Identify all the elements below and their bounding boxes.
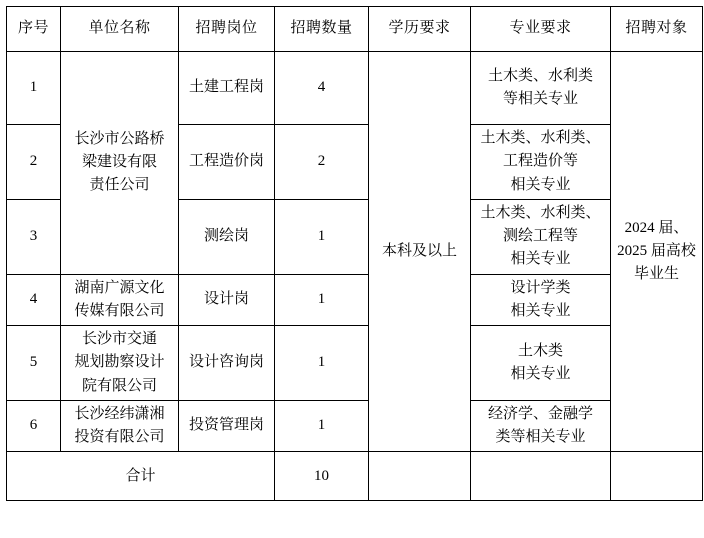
unit-line-2: 规划勘察设计 [74, 354, 165, 371]
cell-count-1: 4 [275, 52, 369, 125]
header-count: 招聘数量 [275, 7, 369, 52]
cell-major-5 [471, 326, 611, 401]
major-line-2: 类等相关专业 [495, 429, 586, 445]
cell-seq-3: 3 [7, 199, 61, 274]
cell-major-2 [471, 125, 611, 200]
cell-major-4 [471, 274, 611, 326]
cell-seq-6: 6 [7, 400, 61, 452]
table-row [7, 400, 703, 452]
major-line-1: 土木类、水利类、 [480, 204, 601, 221]
unit-line-1: 长沙经纬潇湘 [74, 405, 165, 422]
header-object: 招聘对象 [611, 7, 703, 52]
cell-major-1 [471, 52, 611, 125]
total-label: 合计 [7, 452, 275, 501]
cell-object [611, 52, 703, 452]
unit-line-2: 梁建设有限 [81, 154, 157, 171]
total-count: 10 [275, 452, 369, 501]
cell-post-5: 设计咨询岗 [179, 326, 275, 401]
cell-unit-guangyuan [61, 274, 179, 326]
unit-line-2: 传媒有限公司 [74, 302, 165, 319]
total-blank-object [611, 452, 703, 501]
cell-post-3: 测绘岗 [179, 199, 275, 274]
major-line-2: 等相关专业 [502, 91, 578, 107]
recruitment-table [6, 6, 703, 501]
cell-post-4: 设计岗 [179, 274, 275, 326]
table-total-row [7, 452, 703, 501]
cell-unit-jiaotong [61, 326, 179, 401]
major-line-2: 测绘工程等 [502, 228, 578, 244]
header-unit: 单位名称 [61, 7, 179, 52]
cell-unit-jingwei [61, 400, 179, 452]
cell-count-2: 2 [275, 125, 369, 200]
cell-seq-1: 1 [7, 52, 61, 125]
major-line-1: 土木类、水利类、 [480, 130, 601, 146]
unit-line-1: 长沙市交通 [81, 331, 157, 347]
header-seq: 序号 [7, 7, 61, 52]
total-blank-education [369, 452, 471, 501]
cell-post-6: 投资管理岗 [179, 400, 275, 452]
cell-count-3: 1 [275, 199, 369, 274]
table-row [7, 52, 703, 125]
cell-major-6 [471, 400, 611, 452]
table-row [7, 274, 703, 326]
cell-count-4: 1 [275, 274, 369, 326]
object-line-1: 2024 届、 [624, 219, 689, 236]
cell-major-3 [471, 199, 611, 274]
cell-post-2: 工程造价岗 [179, 125, 275, 200]
unit-line-1: 长沙市公路桥 [74, 130, 165, 147]
major-line-2: 相关专业 [510, 302, 571, 319]
header-education: 学历要求 [369, 7, 471, 52]
total-blank-major [471, 452, 611, 501]
unit-line-1: 湖南广源文化 [74, 279, 165, 296]
object-line-2: 2025 届高校 [617, 243, 696, 259]
major-line-1: 土木类 [517, 342, 563, 359]
major-line-2: 相关专业 [510, 365, 571, 382]
major-line-3: 相关专业 [510, 176, 571, 193]
cell-count-6: 1 [275, 400, 369, 452]
table-row [7, 326, 703, 401]
major-line-1: 土木类、水利类 [487, 67, 593, 84]
major-line-3: 相关专业 [510, 251, 571, 268]
cell-education: 本科及以上 [369, 52, 471, 452]
header-major: 专业要求 [471, 7, 611, 52]
cell-seq-4: 4 [7, 274, 61, 326]
major-line-1: 经济学、金融学 [487, 405, 593, 422]
cell-seq-5: 5 [7, 326, 61, 401]
cell-count-5: 1 [275, 326, 369, 401]
unit-line-3: 责任公司 [89, 177, 150, 194]
cell-post-1: 土建工程岗 [179, 52, 275, 125]
major-line-2: 工程造价等 [502, 153, 578, 170]
object-line-3: 毕业生 [633, 266, 679, 283]
cell-unit-gonglu [61, 52, 179, 275]
header-post: 招聘岗位 [179, 7, 275, 52]
major-line-1: 设计学类 [510, 279, 571, 296]
unit-line-3: 院有限公司 [81, 377, 157, 394]
unit-line-2: 投资有限公司 [74, 429, 165, 445]
cell-seq-2: 2 [7, 125, 61, 200]
table-header-row [7, 7, 703, 52]
